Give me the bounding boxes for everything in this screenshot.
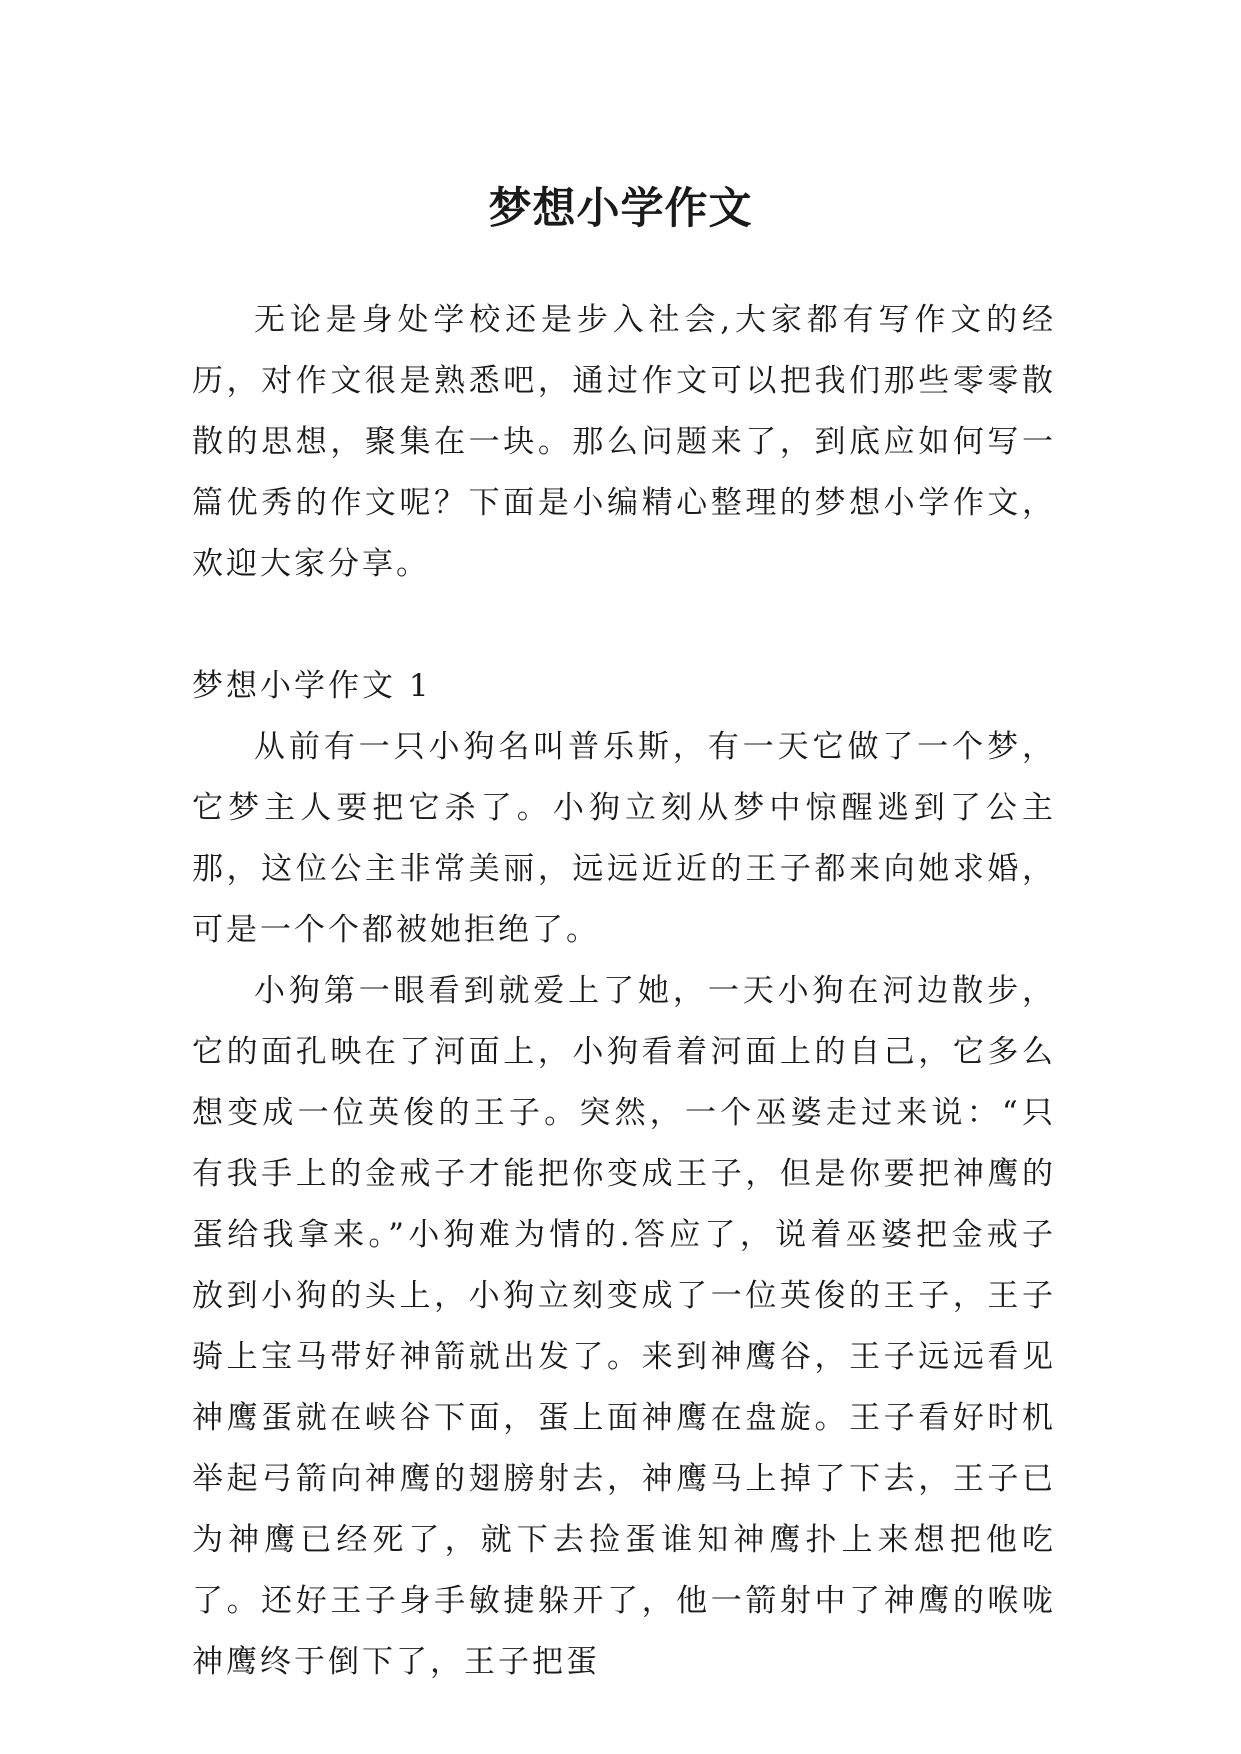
body-paragraph: 小狗第一眼看到就爱上了她，一天小狗在河边散步，它的面孔映在了河面上，小狗看着河面上的自己，它多么想变成一位英俊的王子。突然，一个巫婆走过来说：“只有我手上的金戒子才能把你变成王子，但是你要把神鹰的蛋给我拿来。”小狗难为情的.答应了，说着巫婆把金戒子放到小狗的头上，小狗立刻变成了一位英俊的王子，王子骑上宝马带好神箭就出发了。来到神鹰谷，王子远远看见神鹰蛋就在峡谷下面，蛋上面神鹰在盘旋。王子看好时机举起弓箭向神鹰的翅膀射去，神鹰马上掉了下去，王子已为神鹰已经死了，就下去捡蛋谁知神鹰扑上来想把他吃了。还好王子身手敏捷躲开了，他一箭射中了神鹰的喉咙神鹰终于倒下了，王子把蛋 — [192, 973, 1056, 1680]
body-paragraph: 从前有一只小狗名叫普乐斯，有一天它做了一个梦，它梦主人要把它杀了。小狗立刻从梦中惊醒逃到了公主那，这位公主非常美丽，远远近近的王子都来向她求婚，可是一个个都被她拒绝了。 — [192, 729, 1056, 948]
document-title: 梦想小学作文 — [488, 183, 753, 234]
intro-paragraph: 无论是身处学校还是步入社会,大家都有写作文的经历，对作文很是熟悉吧，通过作文可以把我们那些零零散散的思想，聚集在一块。那么问题来了，到底应如何写一篇优秀的作文呢？下面是小编精心整理的梦想小学作文，欢迎大家分享。 — [192, 302, 1056, 582]
section-heading: 梦想小学作文 1 — [192, 668, 432, 704]
document-body — [192, 290, 1056, 1693]
